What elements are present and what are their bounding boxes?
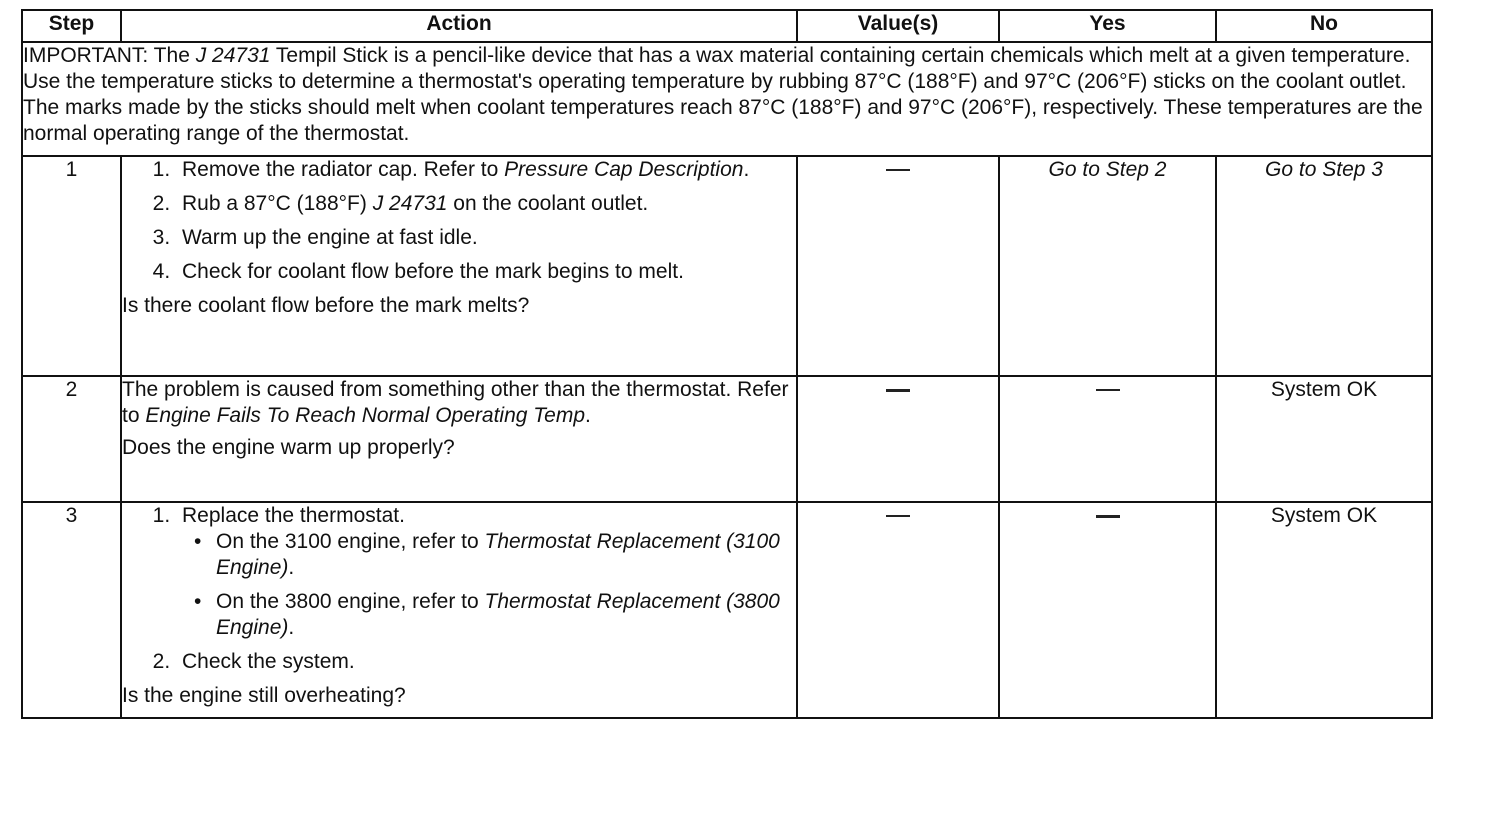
dash-mark <box>886 515 910 517</box>
yes-cell <box>999 376 1216 502</box>
reference-link[interactable]: Thermostat Replacement (3100 Engine) <box>216 530 780 579</box>
action-text-end: . <box>585 404 591 427</box>
no-cell: System OK <box>1216 376 1432 502</box>
header-values: Value(s) <box>797 10 999 42</box>
reference-link[interactable]: Engine Fails To Reach Normal Operating Temp <box>145 404 586 427</box>
header-no: No <box>1216 10 1432 42</box>
dash-mark <box>886 389 910 392</box>
action-text: Check the system. <box>182 650 355 673</box>
step-action <box>121 376 797 502</box>
action-item <box>176 225 796 251</box>
important-note <box>22 42 1432 156</box>
action-list <box>122 157 796 285</box>
action-text: Warm up the engine at fast idle. <box>182 226 478 249</box>
action-text: Rub a 87°C (188°F) <box>182 192 373 215</box>
action-item <box>176 157 796 183</box>
step-number: 1 <box>22 156 121 376</box>
action-text: The problem is caused from something other than the thermostat. Refer to <box>122 378 789 427</box>
action-text-end: . <box>743 158 750 181</box>
table-row <box>22 502 1432 718</box>
action-text-end: on the coolant outlet. <box>447 192 649 215</box>
bullet-text-end: . <box>288 616 295 639</box>
important-prefix: IMPORTANT: The <box>23 44 196 67</box>
tool-reference: J 24731 <box>372 192 448 215</box>
diagnostic-table <box>21 9 1433 719</box>
value-cell <box>797 376 999 502</box>
yes-cell <box>999 502 1216 718</box>
bullet-text: On the 3800 engine, refer to <box>216 590 485 613</box>
bullet-text-end: . <box>288 556 295 579</box>
reference-link[interactable]: Thermostat Replacement (3800 Engine) <box>216 590 780 639</box>
action-item <box>176 191 796 217</box>
bullet-item <box>210 529 796 581</box>
step-question: Is the engine still overheating? <box>122 684 406 707</box>
action-text: Replace the thermostat. <box>182 504 405 527</box>
step-action <box>121 156 797 376</box>
important-tool: J 24731 <box>195 44 271 67</box>
bullet-item <box>210 589 796 641</box>
bullet-text: On the 3100 engine, refer to <box>216 530 485 553</box>
header-step: Step <box>22 10 121 42</box>
action-text: Check for coolant flow before the mark begins to melt. <box>182 260 684 283</box>
dash-mark <box>886 169 910 171</box>
table-row <box>22 156 1432 376</box>
dash-mark <box>1096 389 1120 391</box>
important-row <box>22 42 1432 156</box>
action-item <box>176 259 796 285</box>
header-yes: Yes <box>999 10 1216 42</box>
yes-cell[interactable]: Go to Step 2 <box>999 156 1216 376</box>
header-row <box>22 10 1432 42</box>
step-number: 3 <box>22 502 121 718</box>
dash-mark <box>1096 515 1120 518</box>
reference-link[interactable]: Pressure Cap Description <box>504 158 744 181</box>
table-row <box>22 376 1432 502</box>
action-list <box>122 503 796 675</box>
bullet-list <box>182 529 796 641</box>
important-rest: Tempil Stick is a pencil-like device that has a wax material containing certain chemicals which melt at a given temperature. Use the temperature sticks to determine a thermostat's operating temperature by rubbing 87°C (188°F) and 97°C (206°F) sticks on the coolant outlet. The marks made by the sticks should melt when coolant temperatures reach 87°C (188°F) and 97°C (206°F), respectively. These temperatures are the normal operating range of the thermostat. <box>23 44 1423 145</box>
value-cell <box>797 156 999 376</box>
step-action <box>121 502 797 718</box>
step-question: Does the engine warm up properly? <box>122 436 455 459</box>
action-text: Remove the radiator cap. Refer to <box>182 158 505 181</box>
step-number: 2 <box>22 376 121 502</box>
header-action: Action <box>121 10 797 42</box>
action-item <box>176 649 796 675</box>
step-question: Is there coolant flow before the mark melts? <box>122 294 530 317</box>
action-item <box>176 503 796 641</box>
value-cell <box>797 502 999 718</box>
no-cell[interactable]: Go to Step 3 <box>1216 156 1432 376</box>
no-cell: System OK <box>1216 502 1432 718</box>
